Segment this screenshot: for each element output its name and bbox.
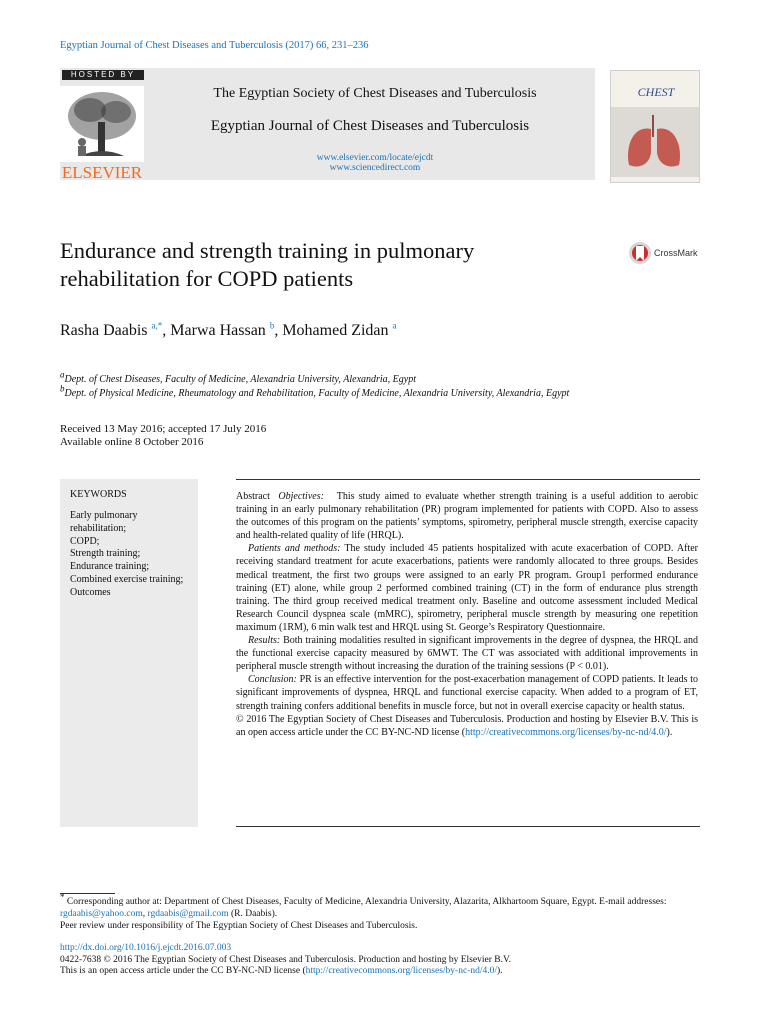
affiliation-mark: b: [60, 383, 65, 394]
objectives-label: Objectives:: [278, 491, 324, 502]
crossmark-icon[interactable]: [628, 240, 652, 268]
affiliation-text: Dept. of Chest Diseases, Faculty of Medicine, Alexandria University, Alexandria, Egypt: [64, 374, 417, 385]
keyword-item: COPD;: [70, 535, 100, 547]
abstract-top-rule: [236, 479, 700, 480]
affiliation-mark: a: [60, 369, 65, 380]
methods-label: Patients and methods:: [248, 543, 341, 555]
online-date: Available online 8 October 2016: [60, 436, 204, 448]
author-affiliation-mark[interactable]: a: [392, 320, 397, 331]
journal-name: Egyptian Journal of Chest Diseases and Tuberculosis: [210, 118, 530, 134]
keyword-item: Early pulmonary rehabilitation;: [70, 510, 138, 534]
author-name: Marwa Hassan: [170, 322, 266, 339]
license-link[interactable]: http://creativecommons.org/licenses/by-nc-nd/4.0/: [305, 966, 497, 976]
article-title-line-2: rehabilitation for COPD patients: [60, 266, 354, 291]
email-separator: ,: [142, 909, 146, 919]
keyword-item: Strength training;: [70, 548, 141, 560]
author-list: Rasha Daabis $^{a,*}$, Marwa Hassan $^b$, Mohamed Zidan $^a$: [60, 320, 397, 339]
crossmark-label[interactable]: CrossMark: [654, 248, 698, 258]
doi-block: [60, 943, 700, 978]
elsevier-journal-link[interactable]: www.elsevier.com/locate/ejcdt: [316, 153, 434, 163]
cover-illustration: [611, 107, 699, 177]
abstract: [236, 490, 698, 739]
received-date: Received 13 May 2016; accepted 17 July 2016: [60, 423, 267, 435]
conclusion-label: Conclusion:: [248, 674, 297, 686]
author-name: Mohamed Zidan: [282, 322, 389, 339]
abstract-label: Abstract: [236, 491, 270, 502]
keywords-heading: KEYWORDS: [70, 489, 127, 500]
affiliation-a: [60, 369, 417, 385]
author-affiliation-mark[interactable]: b: [269, 320, 275, 331]
article-title: [60, 237, 600, 293]
sciencedirect-link[interactable]: www.sciencedirect.com: [329, 163, 421, 173]
cover-title: CHEST: [637, 85, 675, 99]
abstract-bottom-rule: [236, 826, 700, 827]
journal-citation: Egyptian Journal of Chest Diseases and Tuberculosis (2017) 66, 231–236: [60, 40, 369, 51]
doi-link[interactable]: http://dx.doi.org/10.1016/j.ejcdt.2016.07.003: [60, 943, 232, 953]
author-affiliation-mark[interactable]: a,*: [151, 320, 163, 331]
email-link-gmail[interactable]: rgdaabis@gmail.com: [147, 909, 229, 919]
author-name: Rasha Daabis: [60, 322, 148, 339]
footnote-rule: [60, 893, 115, 894]
footnote-mark: *: [60, 891, 65, 902]
results-label: Results:: [248, 635, 281, 647]
keyword-item: Outcomes: [70, 586, 111, 598]
corresponding-author-text: Corresponding author at: Department of Chest Diseases, Faculty of Medicine, Alexandria University, Alazarita, Alkhartoom Square, Egypt. E-mail addresses:: [66, 897, 667, 907]
affiliation-b: [60, 383, 570, 399]
society-name: The Egyptian Society of Chest Diseases and Tuberculosis: [213, 86, 537, 101]
lungs-icon: [611, 107, 699, 177]
footnotes: [60, 891, 700, 932]
abstract-copyright-end: ).: [666, 726, 673, 738]
results-text: Both training modalities resulted in significant improvements in the degree of dyspnea, the HRQL and the functional exercise capacity measured by 6MWT. The CT was associated with additional improvements in peripheral muscle strength without increasing the duration of the training sessions (P < 0.01).: [236, 635, 698, 673]
license-line-end: ).: [497, 966, 503, 976]
abstract-copyright: © 2016 The Egyptian Society of Chest Diseases and Tuberculosis. Production and hosting by Elsevier B.V. This is an open access article under the CC BY-NC-ND license (: [236, 713, 698, 738]
article-title-line-1: Endurance and strength training in pulmonary: [60, 238, 475, 263]
peer-review-note: Peer review under responsibility of The Egyptian Society of Chest Diseases and Tuberculosis.: [60, 921, 418, 931]
hosted-by-label: HOSTED BY: [62, 70, 144, 80]
license-line: This is an open access article under the CC BY-NC-ND license (: [60, 966, 306, 976]
conclusion-text: PR is an effective intervention for the post-exacerbation management of COPD patients. It leads to significant improvements of dyspnea, HRQL and functional exercise capacity. When added to a program of ET, strength training confers additional benefits in muscle force, but not in overall exercise capacity or health status.: [236, 674, 699, 712]
elsevier-tree-logo-icon: [60, 86, 144, 162]
keywords-list: [70, 510, 196, 600]
elsevier-logo-word: ELSEVIER: [61, 163, 143, 182]
issn-line: 0422-7638 © 2016 The Egyptian Society of Chest Diseases and Tuberculosis. Production and hosting by Elsevier B.V.: [60, 954, 511, 965]
email-owner: (R. Daabis).: [230, 909, 278, 919]
keyword-item: Endurance training;: [70, 561, 150, 573]
objectives-text: This study aimed to evaluate whether strength training is a useful addition to aerobic training in an early pulmonary rehabilitation (PR) program implemented for patients with COPD. Also to assess the outcomes of this program on the patients’ symptoms, spirometry, peripheral muscle strength, exercise capacity and health-related quality of life (HRQL).: [236, 491, 699, 542]
affiliation-text: Dept. of Physical Medicine, Rheumatology and Rehabilitation, Faculty of Medicine, Alexandria University, Alexandria, Egypt: [64, 388, 570, 399]
methods-text: The study included 45 patients hospitalized with acute exacerbation of COPD. After receiving standard treatment for acute exacerbations, patients were randomly allocated to three groups. Besides medical treatment, the first two groups were assigned to an early PR program. Group1 performed endurance training (ET) alone, while group 2 performed combined training (CT) in the form of endurance plus strength training. The third group received medical treatment only. Baseline and outcome assessment included Medical Research Council dyspnea scale (mMRC), spirometry, peripheral muscle strength by measuring one repetition maximum (1RM), 6 min walk test and HRQL using St. George’s Respiratory Questionnaire.: [236, 543, 698, 633]
abstract-license-link[interactable]: http://creativecommons.org/licenses/by-nc-nd/4.0/: [465, 726, 667, 738]
email-link-yahoo[interactable]: rgdaabis@yahoo.com: [60, 909, 143, 919]
journal-cover-image: [610, 70, 700, 183]
keyword-item: Combined exercise training;: [70, 573, 184, 585]
